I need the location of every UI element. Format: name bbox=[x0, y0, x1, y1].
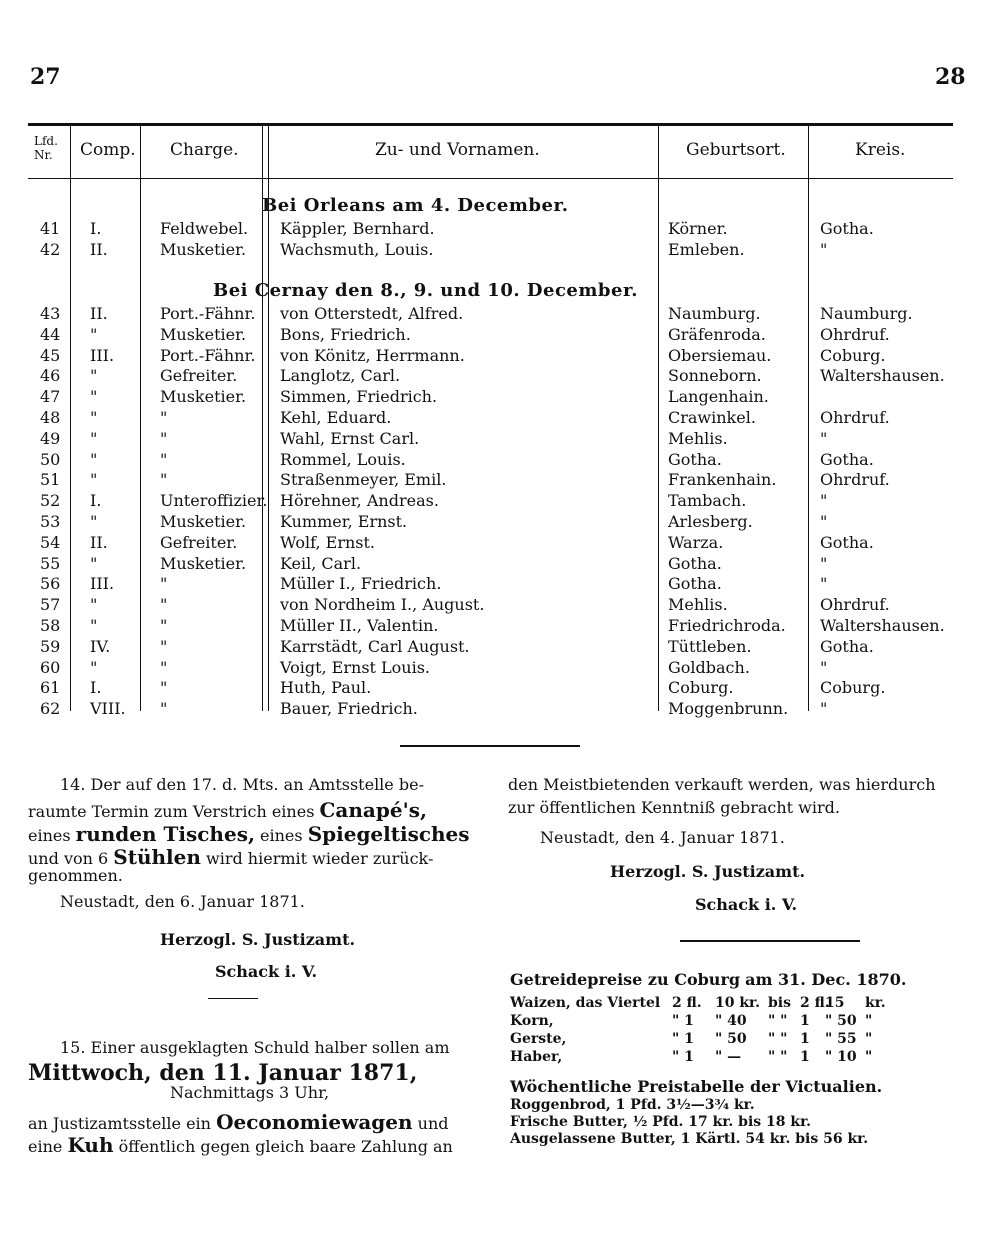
price-d: " 55 bbox=[825, 1031, 857, 1047]
price-bis: bis bbox=[768, 995, 791, 1011]
cell-ort: Tambach. bbox=[668, 491, 747, 511]
victualien-item: Roggenbrod, 1 Pfd. 3½—3¾ kr. bbox=[510, 1097, 755, 1113]
cell-kreis: Coburg. bbox=[820, 678, 886, 698]
cell-name: Karrstädt, Carl August. bbox=[280, 636, 470, 656]
cell-ort: Warza. bbox=[668, 532, 724, 552]
table-row bbox=[28, 554, 958, 575]
cell-nr: 55 bbox=[40, 553, 61, 573]
price-b: 10 kr. bbox=[715, 995, 761, 1011]
cell-charge: Musketier. bbox=[160, 324, 247, 344]
page-number-left: 27 bbox=[30, 64, 61, 90]
cell-comp: VIII. bbox=[90, 699, 126, 719]
cell-name: Straßenmeyer, Emil. bbox=[280, 470, 447, 490]
cell-ort: Gotha. bbox=[668, 574, 722, 594]
cell-kreis: Waltershausen. bbox=[820, 366, 945, 386]
cell-charge: " bbox=[160, 428, 168, 448]
cell-ort: Friedrichroda. bbox=[668, 616, 786, 635]
cell-kreis: Naumburg. bbox=[820, 304, 913, 323]
cell-ort: Emleben. bbox=[668, 239, 745, 259]
prices-title: Getreidepreise zu Coburg am 31. Dec. 1870. bbox=[510, 970, 907, 989]
cell-charge: Musketier. bbox=[160, 553, 247, 573]
cell-nr: 52 bbox=[40, 491, 61, 511]
page-number-right: 28 bbox=[935, 64, 966, 90]
cell-name: Käppler, Bernhard. bbox=[280, 219, 435, 238]
cell-kreis: Ohrdruf. bbox=[820, 595, 890, 615]
cell-ort: Sonneborn. bbox=[668, 366, 762, 386]
price-c: 1 bbox=[800, 1013, 810, 1029]
price-b: " 40 bbox=[715, 1013, 747, 1029]
cell-nr: 62 bbox=[40, 699, 61, 719]
cell-kreis: " bbox=[820, 491, 828, 511]
cell-ort: Gotha. bbox=[668, 449, 722, 469]
cell-comp: III. bbox=[90, 574, 115, 594]
cell-ort: Tüttleben. bbox=[668, 636, 752, 656]
cell-ort: Gotha. bbox=[668, 553, 722, 573]
cell-kreis: Gotha. bbox=[820, 219, 874, 238]
cell-name: Bons, Friedrich. bbox=[280, 324, 411, 344]
cell-name: Langlotz, Carl. bbox=[280, 366, 401, 386]
cell-kreis: " bbox=[820, 657, 828, 677]
cell-comp: " bbox=[90, 428, 98, 448]
cell-ort: Mehlis. bbox=[668, 595, 728, 615]
notice-line: genommen. bbox=[28, 866, 123, 885]
cell-name: von Könitz, Herrmann. bbox=[280, 345, 465, 365]
cell-comp: I. bbox=[90, 491, 102, 511]
table-row bbox=[28, 387, 958, 408]
table-row bbox=[28, 240, 958, 261]
cell-comp: " bbox=[90, 553, 98, 573]
price-b: " 50 bbox=[715, 1031, 747, 1047]
cell-comp: " bbox=[90, 470, 98, 490]
cell-ort: Crawinkel. bbox=[668, 408, 756, 427]
cell-charge: Musketier. bbox=[160, 512, 247, 531]
cell-comp: III. bbox=[90, 345, 115, 365]
price-bis: " " bbox=[768, 1031, 788, 1047]
cell-comp: I. bbox=[90, 678, 102, 698]
table-row bbox=[28, 595, 958, 616]
price-e: " bbox=[865, 1049, 873, 1065]
cell-ort: Arlesberg. bbox=[668, 512, 753, 531]
cell-ort: Goldbach. bbox=[668, 657, 750, 677]
cell-comp: II. bbox=[90, 532, 108, 552]
cell-kreis: Gotha. bbox=[820, 636, 874, 656]
price-bis: " " bbox=[768, 1049, 788, 1065]
notice-line: an Justizamtsstelle ein Oeconomiewagen und bbox=[28, 1110, 449, 1134]
section-title: Bei Orleans am 4. December. bbox=[262, 195, 569, 216]
cell-charge: Musketier. bbox=[160, 387, 247, 407]
cell-nr: 42 bbox=[40, 239, 61, 259]
victualien-title: Wöchentliche Preistabelle der Victualien. bbox=[510, 1077, 883, 1096]
cell-nr: 43 bbox=[40, 304, 61, 323]
notice-line: eine Kuh öffentlich gegen gleich baare Zahlung an bbox=[28, 1133, 453, 1157]
cell-nr: 58 bbox=[40, 616, 61, 635]
price-e: kr. bbox=[865, 995, 886, 1011]
cell-charge: " bbox=[160, 595, 168, 615]
cell-nr: 57 bbox=[40, 595, 61, 615]
cell-nr: 46 bbox=[40, 366, 61, 386]
cell-comp: " bbox=[90, 512, 98, 531]
cell-name: Müller I., Friedrich. bbox=[280, 574, 442, 594]
price-c: 2 fl. bbox=[800, 995, 830, 1011]
notice-date: Neustadt, den 6. Januar 1871. bbox=[60, 892, 305, 911]
notice-line: und von 6 Stühlen wird hiermit wieder zurück- bbox=[28, 845, 434, 869]
table-row bbox=[28, 450, 958, 471]
victualien-item: Ausgelassene Butter, 1 Kärtl. 54 kr. bis 56 kr. bbox=[510, 1131, 869, 1147]
separator-rule bbox=[208, 998, 258, 999]
price-b: " — bbox=[715, 1049, 742, 1065]
notice-line: 15. Einer ausgeklagten Schuld halber sollen am bbox=[60, 1038, 450, 1057]
cell-kreis: " bbox=[820, 574, 828, 594]
cell-charge: " bbox=[160, 699, 168, 719]
notice-signature: Schack i. V. bbox=[215, 962, 318, 981]
notice-office: Herzogl. S. Justizamt. bbox=[610, 862, 806, 881]
price-d: " 50 bbox=[825, 1013, 857, 1029]
cell-comp: " bbox=[90, 657, 98, 677]
price-a: " 1 bbox=[672, 1049, 694, 1065]
header-charge: Charge. bbox=[170, 140, 239, 160]
cell-comp: " bbox=[90, 387, 98, 407]
notice-line: den Meistbietenden verkauft werden, was hierdurch bbox=[508, 775, 936, 794]
cell-nr: 41 bbox=[40, 219, 61, 238]
table-row bbox=[28, 658, 958, 679]
table-row bbox=[28, 678, 958, 699]
header-lfd: Lfd. Nr. bbox=[34, 134, 58, 162]
cell-nr: 47 bbox=[40, 387, 61, 407]
cell-nr: 45 bbox=[40, 345, 61, 365]
cell-charge: Feldwebel. bbox=[160, 219, 249, 238]
cell-charge: " bbox=[160, 574, 168, 594]
table-row bbox=[28, 346, 958, 367]
cell-nr: 49 bbox=[40, 428, 61, 448]
price-a: 2 fl. bbox=[672, 995, 702, 1011]
price-a: " 1 bbox=[672, 1013, 694, 1029]
cell-nr: 53 bbox=[40, 512, 61, 531]
cell-nr: 59 bbox=[40, 636, 61, 656]
cell-comp: " bbox=[90, 616, 98, 635]
cell-charge: " bbox=[160, 636, 168, 656]
table-row bbox=[28, 429, 958, 450]
price-e: " bbox=[865, 1031, 873, 1047]
price-c: 1 bbox=[800, 1049, 810, 1065]
notice-date-heading: Mittwoch, den 11. Januar 1871, bbox=[28, 1060, 418, 1086]
cell-name: Wahl, Ernst Carl. bbox=[280, 428, 420, 448]
cell-kreis: " bbox=[820, 553, 828, 573]
table-row bbox=[28, 325, 958, 346]
notice-line: zur öffentlichen Kenntniß gebracht wird. bbox=[508, 798, 840, 817]
table-row bbox=[28, 699, 958, 720]
cell-nr: 61 bbox=[40, 678, 61, 698]
cell-nr: 60 bbox=[40, 657, 61, 677]
table-row bbox=[28, 470, 958, 491]
price-row bbox=[510, 1049, 930, 1067]
price-name: Korn, bbox=[510, 1013, 554, 1029]
table-row bbox=[28, 533, 958, 554]
notice-signature: Schack i. V. bbox=[695, 895, 798, 914]
cell-comp: II. bbox=[90, 304, 108, 323]
cell-charge: Unteroffizier. bbox=[160, 491, 268, 511]
header-name: Zu- und Vornamen. bbox=[375, 140, 540, 160]
header-kreis: Kreis. bbox=[855, 140, 906, 160]
cell-comp: IV. bbox=[90, 636, 111, 656]
cell-name: Bauer, Friedrich. bbox=[280, 699, 418, 719]
notice-line: eines runden Tisches, eines Spiegeltisches bbox=[28, 822, 470, 846]
table-row bbox=[28, 637, 958, 658]
price-d: " 10 bbox=[825, 1049, 857, 1065]
table-row bbox=[28, 512, 958, 533]
cell-ort: Obersiemau. bbox=[668, 345, 772, 365]
cell-comp: " bbox=[90, 366, 98, 386]
notice-date: Neustadt, den 4. Januar 1871. bbox=[540, 828, 785, 847]
cell-name: Kummer, Ernst. bbox=[280, 512, 408, 531]
cell-ort: Körner. bbox=[668, 219, 728, 238]
cell-kreis: Gotha. bbox=[820, 532, 874, 552]
cell-kreis: " bbox=[820, 239, 828, 259]
price-c: 1 bbox=[800, 1031, 810, 1047]
price-a: " 1 bbox=[672, 1031, 694, 1047]
table-row bbox=[28, 408, 958, 429]
cell-ort: Naumburg. bbox=[668, 304, 761, 323]
cell-name: Simmen, Friedrich. bbox=[280, 387, 438, 407]
cell-charge: " bbox=[160, 470, 168, 490]
cell-kreis: Coburg. bbox=[820, 345, 886, 365]
price-row bbox=[510, 1031, 930, 1049]
cell-comp: " bbox=[90, 449, 98, 469]
cell-name: Rommel, Louis. bbox=[280, 449, 406, 469]
cell-ort: Mehlis. bbox=[668, 428, 728, 448]
bold-item: Canapé's, bbox=[319, 798, 427, 822]
cell-charge: " bbox=[160, 449, 168, 469]
section-title: Bei Cernay den 8., 9. und 10. December. bbox=[213, 280, 639, 301]
cell-charge: " bbox=[160, 408, 168, 427]
cell-charge: " bbox=[160, 616, 168, 635]
price-e: " bbox=[865, 1013, 873, 1029]
cell-nr: 51 bbox=[40, 470, 61, 490]
price-bis: " " bbox=[768, 1013, 788, 1029]
cell-comp: " bbox=[90, 324, 98, 344]
notice-line: raumte Termin zum Verstrich eines Canapé's, bbox=[28, 798, 427, 822]
cell-kreis: Ohrdruf. bbox=[820, 324, 890, 344]
cell-kreis: Gotha. bbox=[820, 449, 874, 469]
separator-rule bbox=[680, 940, 860, 942]
cell-name: von Nordheim I., August. bbox=[280, 595, 485, 615]
table-row bbox=[28, 616, 958, 637]
price-name: Gerste, bbox=[510, 1031, 567, 1047]
cell-kreis: Waltershausen. bbox=[820, 616, 945, 635]
cell-name: Müller II., Valentin. bbox=[280, 616, 439, 635]
cell-name: Hörehner, Andreas. bbox=[280, 491, 439, 511]
cell-charge: Port.-Fähnr. bbox=[160, 345, 256, 365]
cell-kreis: " bbox=[820, 428, 828, 448]
cell-comp: I. bbox=[90, 219, 102, 238]
separator-rule bbox=[400, 745, 580, 747]
price-row bbox=[510, 995, 930, 1013]
cell-charge: Musketier. bbox=[160, 239, 247, 259]
price-row bbox=[510, 1013, 930, 1031]
table-row bbox=[28, 219, 958, 240]
cell-nr: 48 bbox=[40, 408, 61, 427]
cell-comp: " bbox=[90, 595, 98, 615]
cell-comp: II. bbox=[90, 239, 108, 259]
table-header-rule bbox=[28, 178, 953, 179]
cell-ort: Coburg. bbox=[668, 678, 734, 698]
cell-name: Kehl, Eduard. bbox=[280, 408, 392, 427]
cell-charge: Gefreiter. bbox=[160, 532, 238, 552]
cell-name: Wachsmuth, Louis. bbox=[280, 239, 434, 259]
cell-kreis: Ohrdruf. bbox=[820, 470, 890, 490]
cell-nr: 56 bbox=[40, 574, 61, 594]
table-row bbox=[28, 366, 958, 387]
cell-name: von Otterstedt, Alfred. bbox=[280, 304, 464, 323]
cell-nr: 44 bbox=[40, 324, 61, 344]
notice-line: 14. Der auf den 17. d. Mts. an Amtsstelle be- bbox=[60, 775, 424, 794]
cell-kreis: " bbox=[820, 699, 828, 719]
header-geburtsort: Geburtsort. bbox=[686, 140, 786, 160]
victualien-item: Frische Butter, ½ Pfd. 17 kr. bis 18 kr. bbox=[510, 1114, 812, 1130]
table-top-rule bbox=[28, 123, 953, 126]
cell-name: Voigt, Ernst Louis. bbox=[280, 657, 431, 677]
cell-nr: 54 bbox=[40, 532, 61, 552]
header-comp: Comp. bbox=[80, 140, 136, 160]
cell-nr: 50 bbox=[40, 449, 61, 469]
cell-name: Huth, Paul. bbox=[280, 678, 372, 698]
cell-charge: Port.-Fähnr. bbox=[160, 304, 256, 323]
notice-office: Herzogl. S. Justizamt. bbox=[160, 930, 356, 949]
cell-ort: Gräfenroda. bbox=[668, 324, 766, 344]
cell-charge: Gefreiter. bbox=[160, 366, 238, 386]
cell-kreis: " bbox=[820, 512, 828, 531]
cell-ort: Frankenhain. bbox=[668, 470, 777, 490]
cell-charge: " bbox=[160, 657, 168, 677]
cell-ort: Langenhain. bbox=[668, 387, 769, 407]
notice-line: Nachmittags 3 Uhr, bbox=[170, 1083, 330, 1102]
price-d: 15 bbox=[825, 995, 845, 1011]
cell-comp: " bbox=[90, 408, 98, 427]
table-row bbox=[28, 574, 958, 595]
cell-charge: " bbox=[160, 678, 168, 698]
cell-name: Wolf, Ernst. bbox=[280, 532, 375, 552]
price-name: Waizen, das Viertel bbox=[510, 995, 661, 1011]
price-name: Haber, bbox=[510, 1049, 563, 1065]
table-row bbox=[28, 304, 958, 325]
cell-ort: Moggenbrunn. bbox=[668, 699, 789, 719]
table-row bbox=[28, 491, 958, 512]
cell-kreis: Ohrdruf. bbox=[820, 408, 890, 427]
cell-name: Keil, Carl. bbox=[280, 553, 362, 573]
